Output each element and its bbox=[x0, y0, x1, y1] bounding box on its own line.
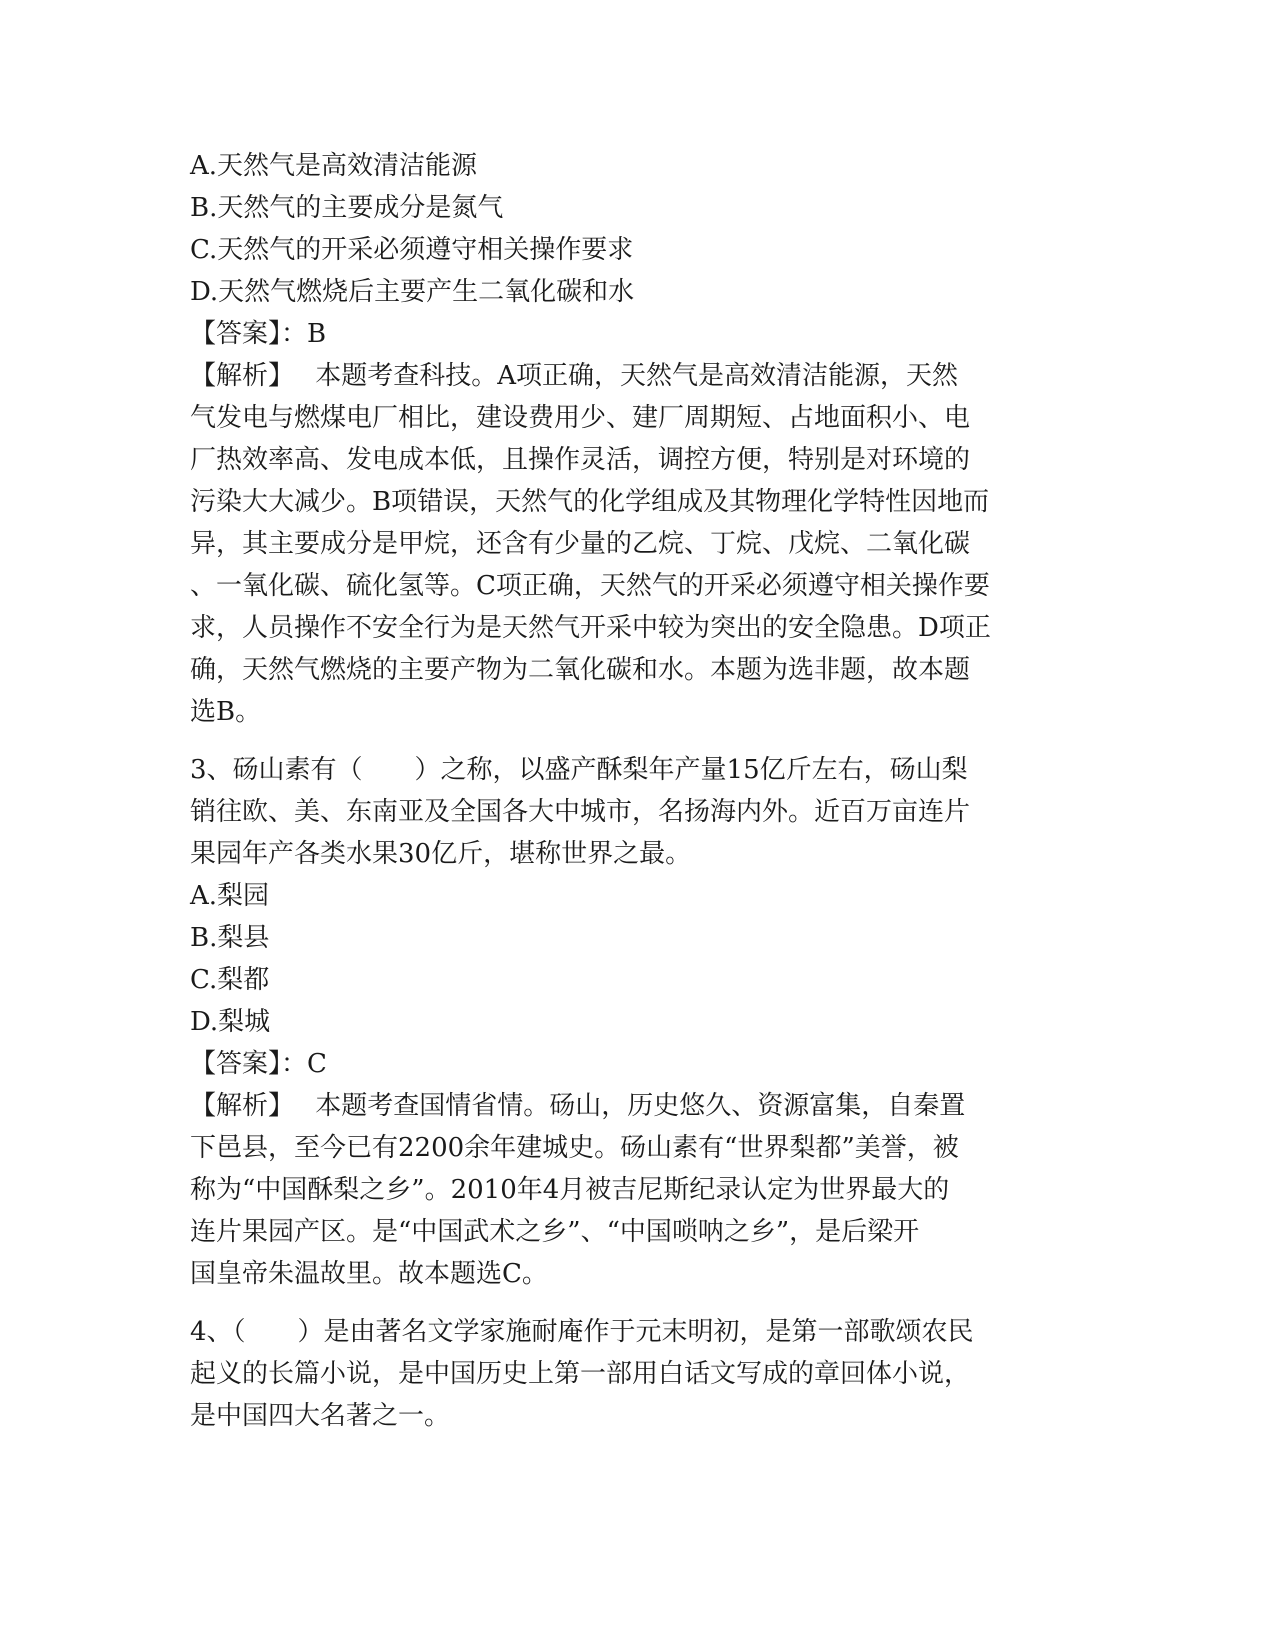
q3-analysis-line: 称为“中国酥梨之乡”。2010年4月被吉尼斯纪录认定为世界最大的 bbox=[190, 1175, 950, 1205]
q3-stem-line: 果园年产各类水果30亿斤，堪称世界之最。 bbox=[190, 839, 692, 869]
q3-option-b: B.梨县 bbox=[190, 923, 270, 953]
q2-analysis-line: 污染大大减少。B项错误，天然气的化学组成及其物理化学特性因地而 bbox=[190, 487, 990, 517]
q2-answer-label: 【答案】 bbox=[190, 319, 282, 349]
spacer bbox=[190, 733, 1100, 749]
q2-analysis-line: 选B。 bbox=[190, 697, 262, 727]
q2-option-b: B.天然气的主要成分是氮气 bbox=[190, 193, 504, 223]
q2-analysis-line-1 bbox=[190, 355, 1100, 397]
q2-analysis-line: 、一氧化碳、硫化氢等。C项正确，天然气的开采必须遵守相关操作要 bbox=[190, 571, 990, 601]
q2-analysis-line: 厂热效率高、发电成本低，且操作灵活，调控方便，特别是对环境的 bbox=[190, 445, 971, 475]
q4-stem-line: 4、（ ）是由著名文学家施耐庵作于元末明初，是第一部歌颂农民 bbox=[190, 1317, 974, 1347]
q2-option-c: C.天然气的开采必须遵守相关操作要求 bbox=[190, 235, 634, 265]
q3-stem-line: 3、砀山素有（ ）之称，以盛产酥梨年产量15亿斤左右，砀山梨 bbox=[190, 755, 968, 785]
q3-answer bbox=[190, 1043, 1100, 1085]
q3-answer-label: 【答案】 bbox=[190, 1049, 282, 1079]
q4-stem-line: 是中国四大名著之一。 bbox=[190, 1401, 451, 1431]
q3-stem-line: 销往欧、美、东南亚及全国各大中城市，名扬海内外。近百万亩连片 bbox=[190, 797, 971, 827]
q2-option-a: A.天然气是高效清洁能源 bbox=[190, 151, 478, 181]
q2-analysis-text-0: 本题考查科技。A项正确，天然气是高效清洁能源，天然 bbox=[315, 361, 959, 391]
document-content bbox=[190, 145, 1100, 1437]
q3-analysis-label: 【解析】 bbox=[190, 1091, 282, 1121]
q3-analysis-line: 国皇帝朱温故里。故本题选C。 bbox=[190, 1259, 548, 1289]
q2-analysis-line: 气发电与燃煤电厂相比，建设费用少、建厂周期短、占地面积小、电 bbox=[190, 403, 971, 433]
spacer bbox=[190, 1295, 1100, 1311]
q2-analysis-label: 【解析】 bbox=[190, 361, 282, 391]
q3-analysis-line-1 bbox=[190, 1085, 1100, 1127]
q3-analysis-line: 连片果园产区。是“中国武术之乡”、“中国唢呐之乡”，是后梁开 bbox=[190, 1217, 920, 1247]
q3-answer-value: C bbox=[307, 1049, 327, 1079]
q3-answer-sep: ： bbox=[281, 1049, 308, 1079]
q2-answer bbox=[190, 313, 1100, 355]
q3-analysis-line: 下邑县，至今已有2200余年建城史。砀山素有“世界梨都”美誉，被 bbox=[190, 1133, 959, 1163]
q3-analysis-text-0: 本题考查国情省情。砀山，历史悠久、资源富集，自秦置 bbox=[315, 1091, 966, 1121]
q3-option-a: A.梨园 bbox=[190, 881, 270, 911]
q2-analysis-line: 确，天然气燃烧的主要产物为二氧化碳和水。本题为选非题，故本题 bbox=[190, 655, 971, 685]
q2-option-d: D.天然气燃烧后主要产生二氧化碳和水 bbox=[190, 277, 635, 307]
q3-option-c: C.梨都 bbox=[190, 965, 270, 995]
q2-answer-value: B bbox=[307, 319, 327, 349]
q3-option-d: D.梨城 bbox=[190, 1007, 271, 1037]
q2-answer-sep: ： bbox=[281, 319, 308, 349]
q2-analysis-line: 求，人员操作不安全行为是天然气开采中较为突出的安全隐患。D项正 bbox=[190, 613, 991, 643]
q2-analysis-line: 异，其主要成分是甲烷，还含有少量的乙烷、丁烷、戊烷、二氧化碳 bbox=[190, 529, 971, 559]
q4-stem-line: 起义的长篇小说，是中国历史上第一部用白话文写成的章回体小说， bbox=[190, 1359, 971, 1389]
